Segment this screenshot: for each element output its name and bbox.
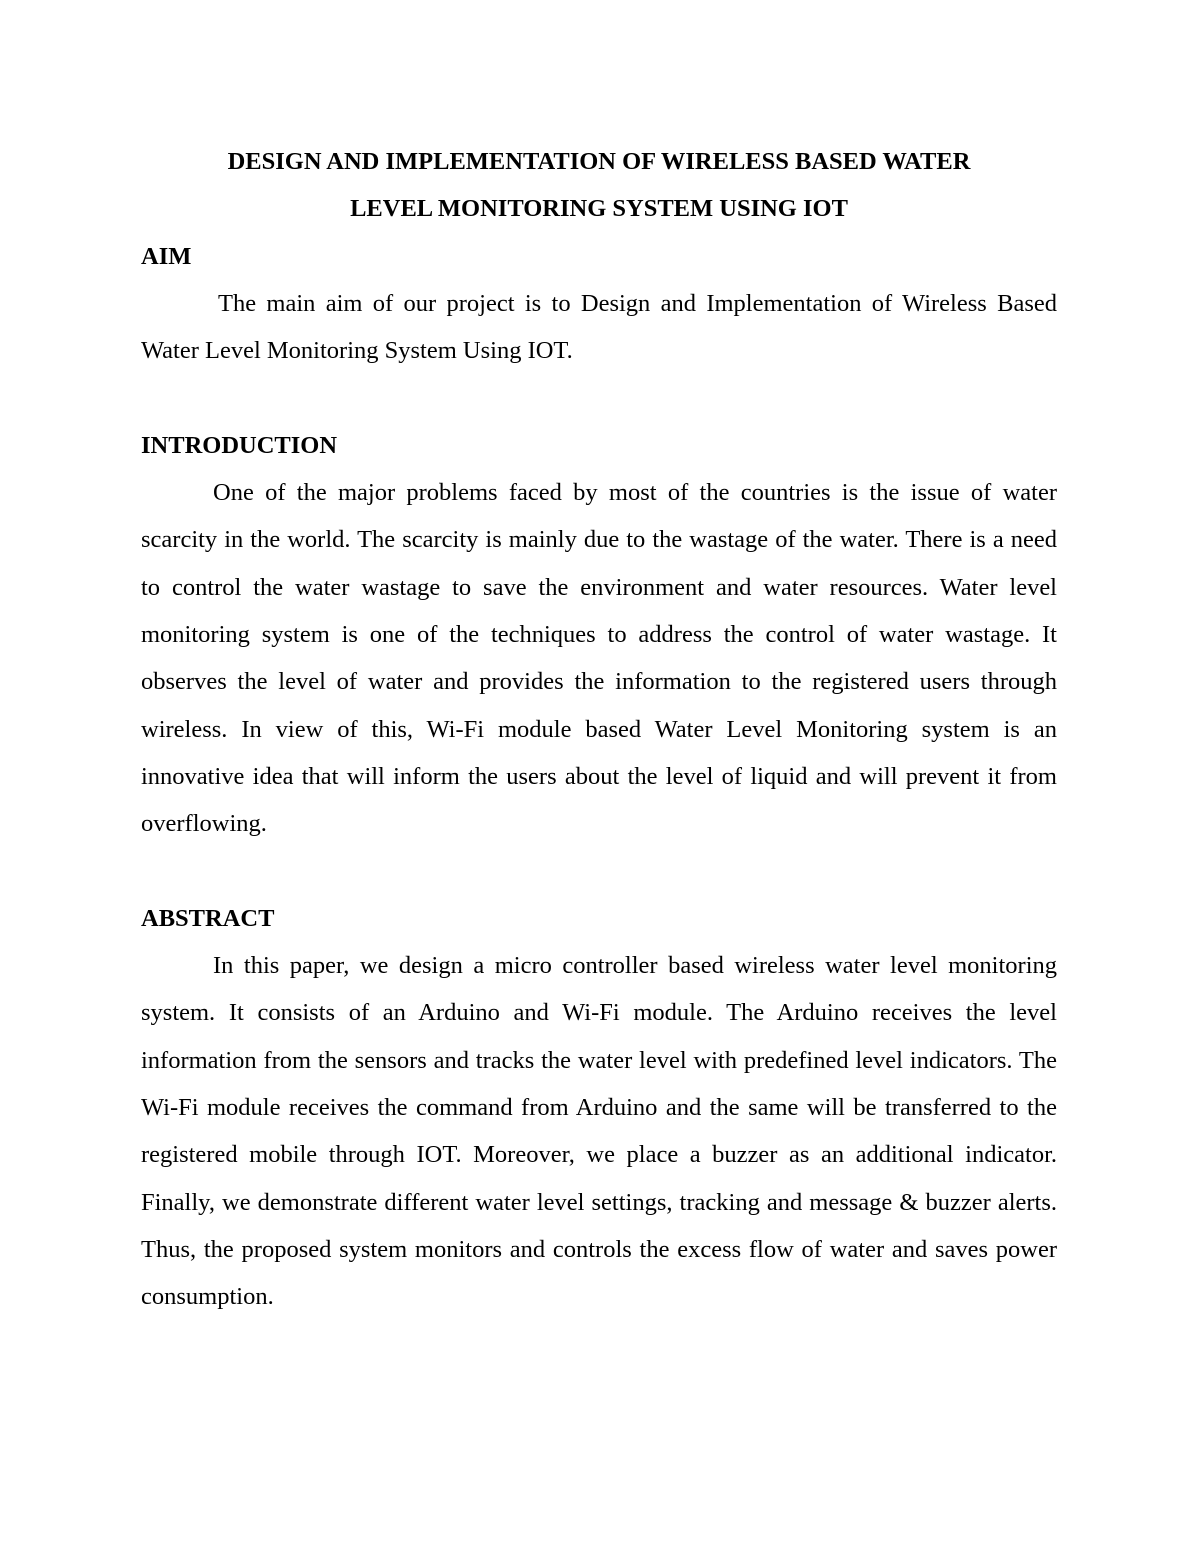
document-title-line-1: DESIGN AND IMPLEMENTATION OF WIRELESS BASED WATER [227, 148, 971, 175]
abstract-paragraph: In this paper, we design a micro controller based wireless water level monitoring system. It consists of an Arduino and Wi-Fi module. The Arduino receives the level information from the sensors and tracks the water level with predefined level indicators. The Wi-Fi module receives the command from Arduino and the same will be transferred to the registered mobile through IOT. Moreover, we place a buzzer as an additional indicator. Finally, we demonstrate different water level settings, tracking and message & buzzer alerts. Thus, the proposed system monitors and controls the excess flow of water and saves power consumption. [141, 952, 1057, 1311]
introduction-paragraph: One of the major problems faced by most of the countries is the issue of water scarcity in the world. The scarcity is mainly due to the wastage of the water. There is a need to control the water wastage to save the environment and water resources. Water level monitoring system is one of the techniques to address the control of water wastage. It observes the level of water and provides the information to the registered users through wireless. In view of this, Wi-Fi module based Water Level Monitoring system is an innovative idea that will inform the users about the level of liquid and will prevent it from overflowing. [141, 479, 1057, 838]
abstract-heading: ABSTRACT [141, 904, 275, 932]
aim-heading: AIM [141, 242, 192, 270]
section-spacer [141, 374, 1057, 421]
document-body [141, 138, 1057, 1320]
section-spacer [141, 847, 1057, 894]
document-title-line-2: LEVEL MONITORING SYSTEM USING IOT [350, 195, 848, 223]
introduction-heading: INTRODUCTION [141, 431, 338, 459]
aim-paragraph: The main aim of our project is to Design and Implementation of Wireless Based Water Level Monitoring System Using IOT. [141, 289, 1057, 365]
